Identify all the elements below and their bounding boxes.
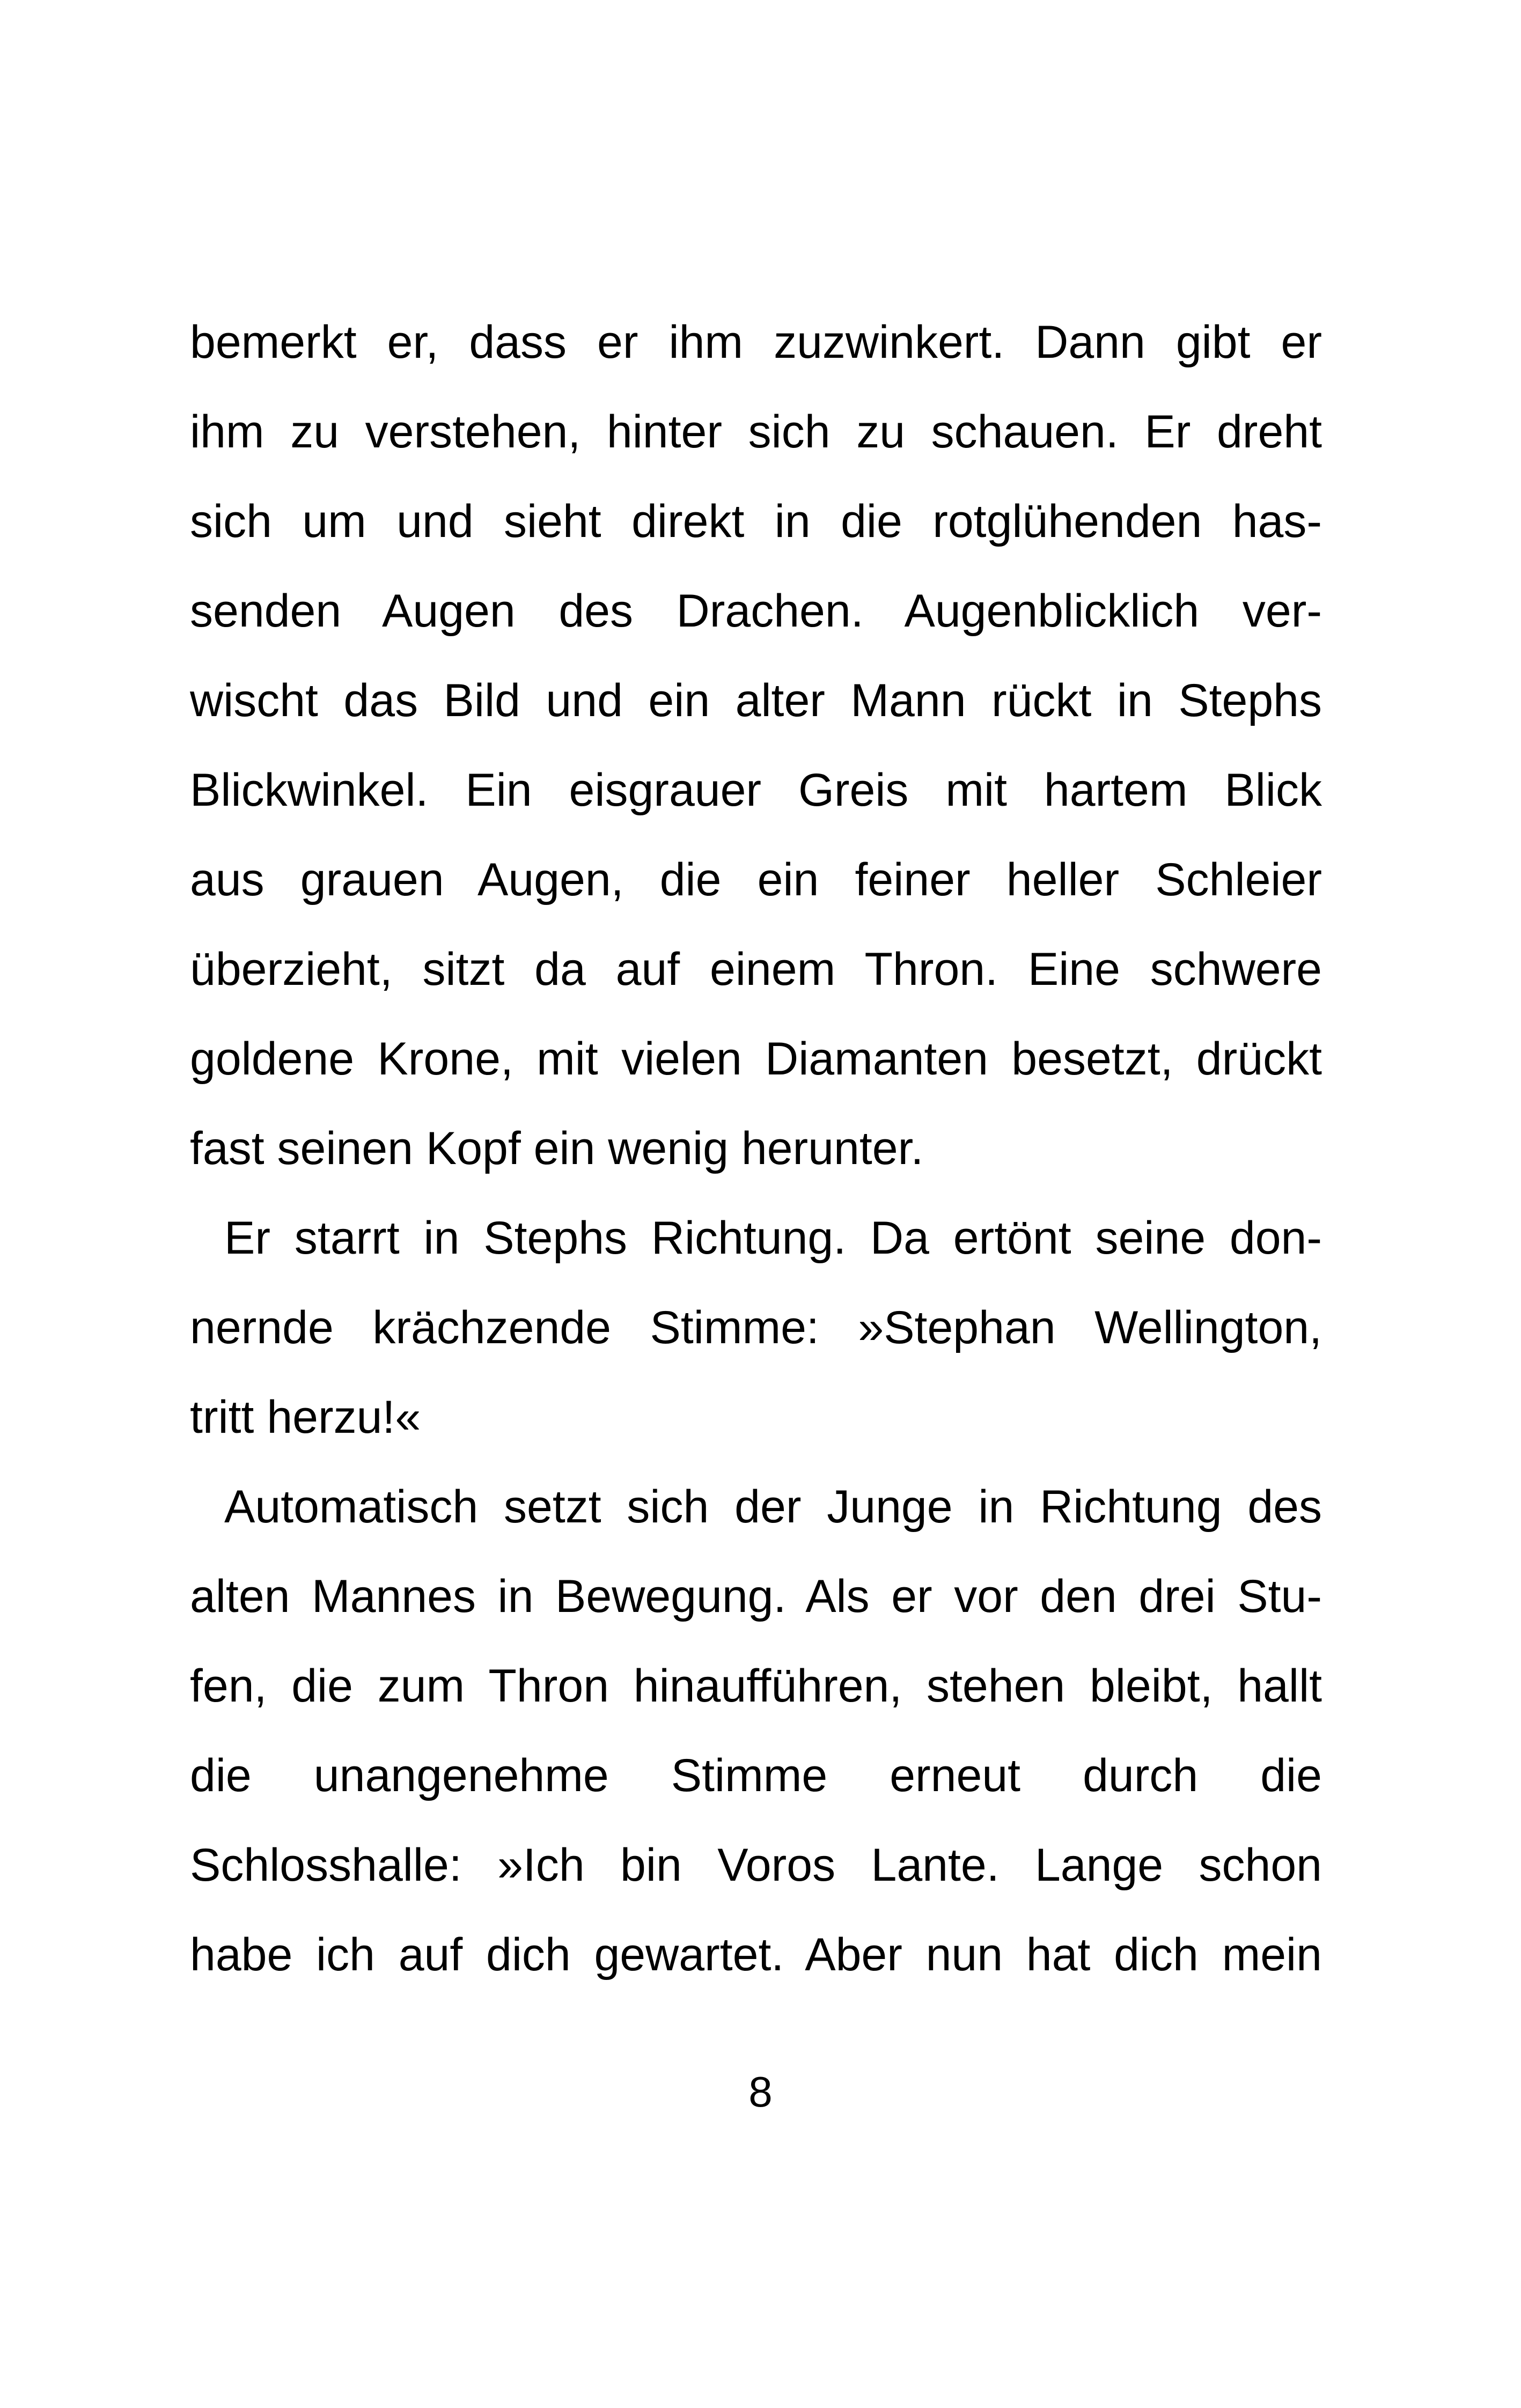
text-line: nernde krächzende Stimme: »Stephan Wellington, [190,1302,1322,1353]
text-line: bemerkt er, dass er ihm zuzwinkert. Dann gibt er [190,316,1322,368]
text-line: ihm zu verstehen, hinter sich zu schauen. Er dreht [190,406,1322,458]
text-line: wischt das Bild und ein alter Mann rückt in Stephs [190,675,1322,726]
body-text [190,298,1322,2000]
text-line: sich um und sieht direkt in die rotglühenden has- [190,496,1322,547]
text-line: die unangenehme Stimme erneut durch die [190,1750,1322,1801]
text-line: fast seinen Kopf ein wenig herunter. [190,1123,924,1174]
text-line: alten Mannes in Bewegung. Als er vor den drei Stu- [190,1571,1322,1622]
text-line: fen, die zum Thron hinaufführen, stehen bleibt, hallt [190,1660,1322,1712]
text-line: senden Augen des Drachen. Augenblicklich ver- [190,585,1322,637]
text-line: tritt herzu!« [190,1391,421,1443]
text-line: Blickwinkel. Ein eisgrauer Greis mit hartem Blick [190,764,1322,816]
text-line: goldene Krone, mit vielen Diamanten besetzt, drückt [190,1033,1322,1085]
text-line: Automatisch setzt sich der Junge in Richtung des [224,1481,1322,1533]
text-line: Er starrt in Stephs Richtung. Da ertönt seine don- [224,1212,1322,1264]
text-line: überzieht, sitzt da auf einem Thron. Eine schwere [190,944,1322,995]
text-line: aus grauen Augen, die ein feiner heller Schleier [190,854,1322,905]
text-line: habe ich auf dich gewartet. Aber nun hat dich mein [190,1929,1322,1980]
page-number: 8 [748,2068,773,2116]
text-line: Schlosshalle: »Ich bin Voros Lante. Lange schon [190,1839,1322,1891]
